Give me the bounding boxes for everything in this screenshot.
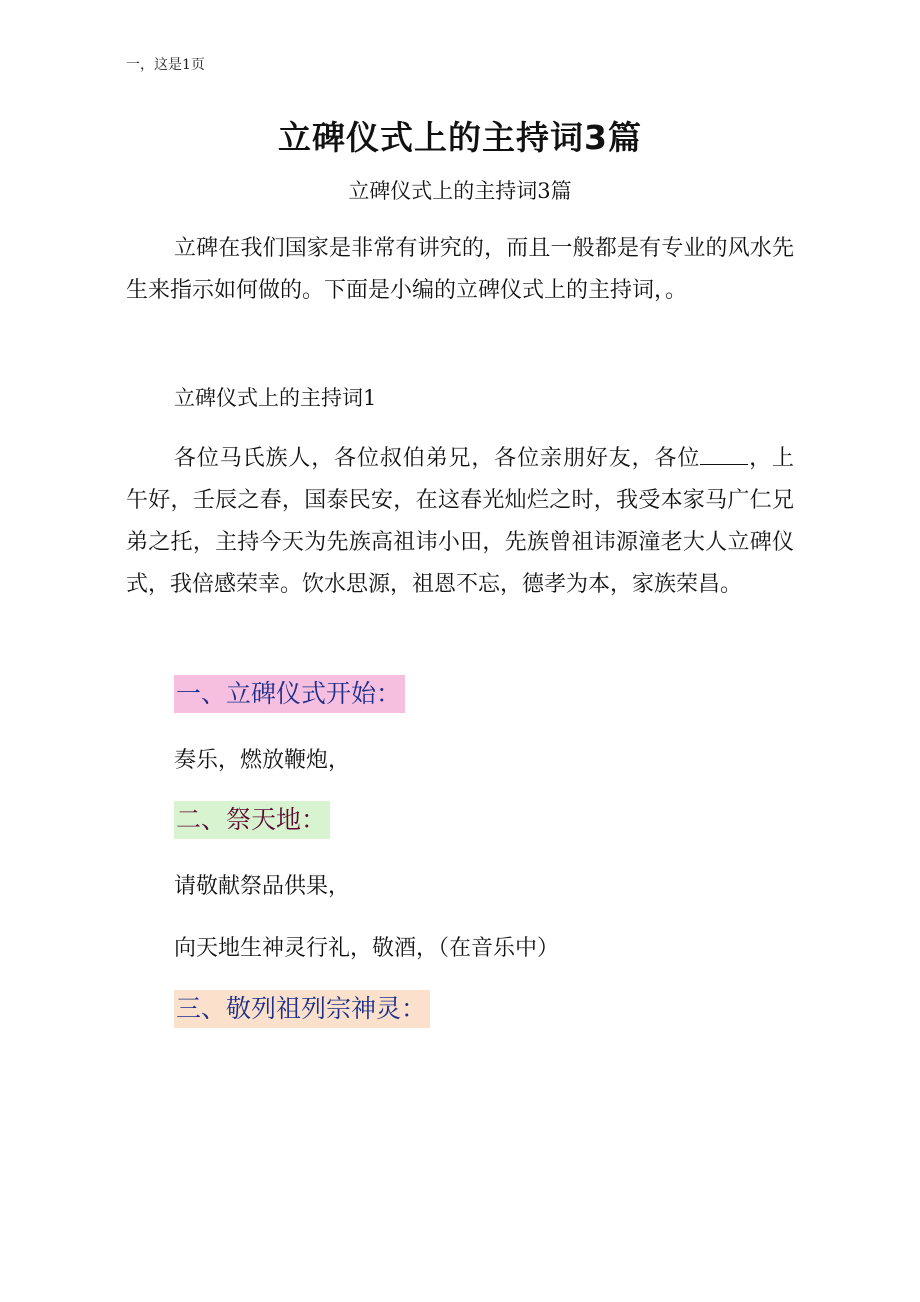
greeting-paragraph [126, 438, 794, 606]
instruction-salute: 向天地生神灵行礼，敬酒，（在音乐中） [174, 936, 560, 961]
heading-honor-ancestors: 三、敬列祖列宗神灵： [174, 990, 430, 1028]
heading-ceremony-start: 一、立碑仪式开始： [174, 675, 405, 713]
document-title: 立碑仪式上的主持词3篇 [278, 118, 642, 157]
intro-paragraph: 立碑在我们国家是非常有讲究的，而且一般都是有专业的风水先生来指示如何做的。下面是小编的立碑仪式上的主持词，。 [126, 236, 794, 303]
instruction-offerings: 请敬献祭品供果， [174, 874, 351, 899]
greeting-text-start: 各位马氏族人，各位叔伯弟兄，各位亲朋好友，各位 [174, 446, 701, 471]
section-label: 立碑仪式上的主持词1 [174, 386, 377, 410]
document-subtitle: 立碑仪式上的主持词3篇 [348, 179, 572, 203]
instruction-music-firecrackers: 奏乐，燃放鞭炮， [174, 748, 351, 773]
header-note: 一，这是1页 [126, 57, 205, 73]
greeting-text-end: ，上午好，壬辰之春，国泰民安，在这春光灿烂之时，我受本家马广仁兄弟之托，主持今天为先族高祖讳小田，先族曾祖讳源潼老大人立碑仪式，我倍感荣幸。饮水思源，祖恩不忘，德孝为本，家族荣昌。 [126, 446, 794, 597]
heading-worship-heaven-earth: 二、祭天地： [174, 801, 330, 839]
fill-in-blank [700, 444, 748, 465]
